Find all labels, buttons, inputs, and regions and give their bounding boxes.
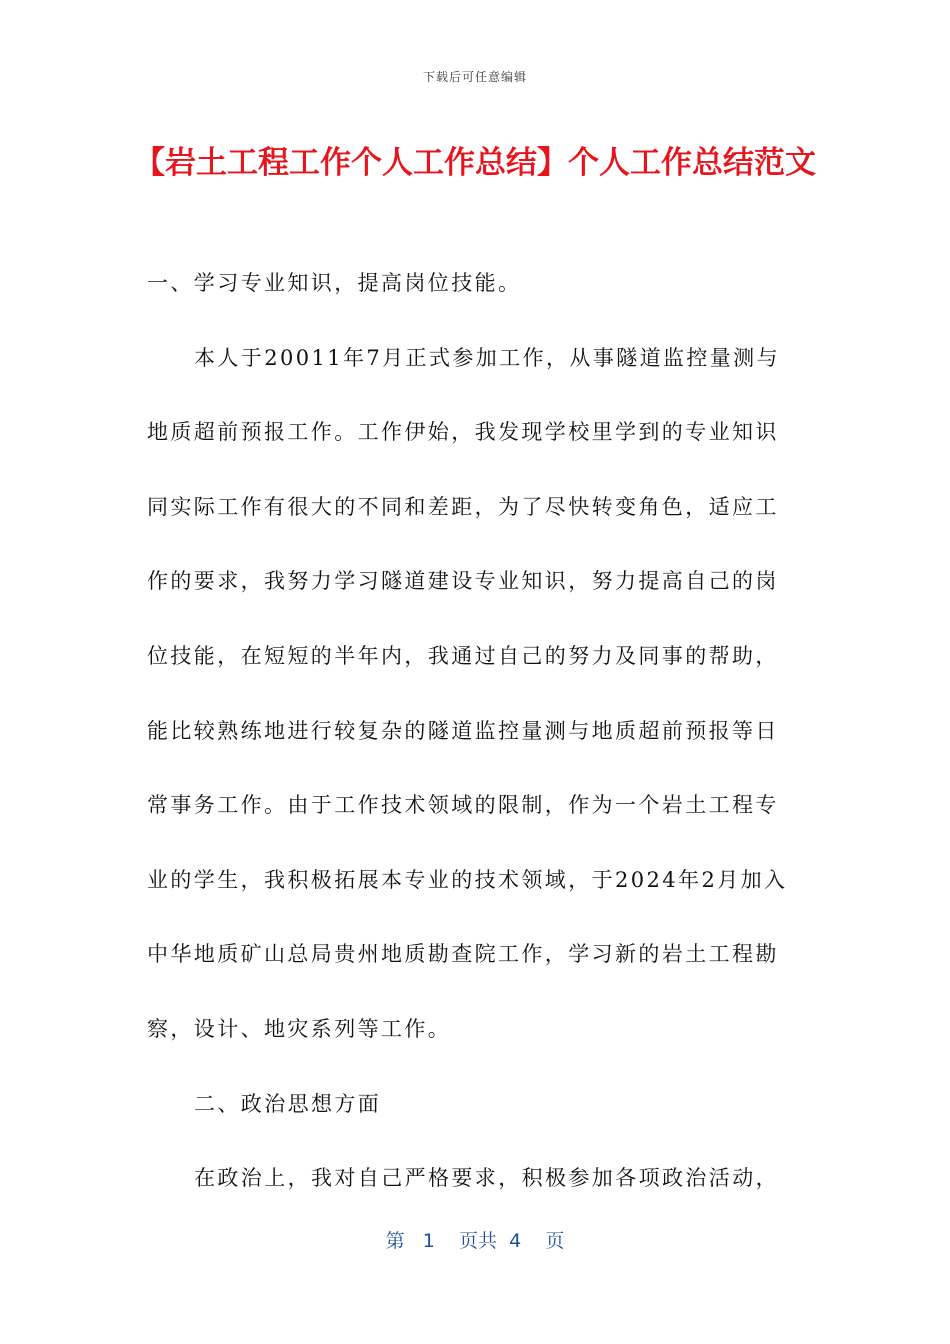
section-heading-2: 二、政治思想方面 <box>194 1091 382 1116</box>
header-note: 下载后可任意编辑 <box>422 70 527 84</box>
paragraph-2: 在政治上，我对自己严格要求，积极参加各项政治活动， <box>194 1166 779 1191</box>
paragraph-1: 本人于20011年7月正式参加工作，从事隧道监控量测与地质超前预报工作。工作伊始，我发现学校里学到的专业知识同实际工作有很大的不同和差距，为了尽快转变角色，适应工作的要求，我努力学习隧道建设专业知识，努力提高自己的岗位技能，在短短的半年内，我通过自己的努力及同事的帮助，能比较熟练地进行较复杂的隧道监控量测与地质超前预报等日常事务工作。由于工作技术领域的限制，作为一个岩土工程专业的学生，我积极拓展本专业的技术领域，于2024年2月加入中华地质矿山总局贵州地质勘查院工作，学习新的岩土工程勘察，设计、地灾系列等工作。 <box>147 345 788 1041</box>
page-number-footer: 第 1 页共 4 页 <box>385 1230 565 1252</box>
section-heading-1: 一、学习专业知识，提高岗位技能。 <box>147 271 522 295</box>
document-title: 【岩土工程工作个人工作总结】个人工作总结范文 <box>134 145 816 181</box>
document-body <box>147 246 797 1216</box>
